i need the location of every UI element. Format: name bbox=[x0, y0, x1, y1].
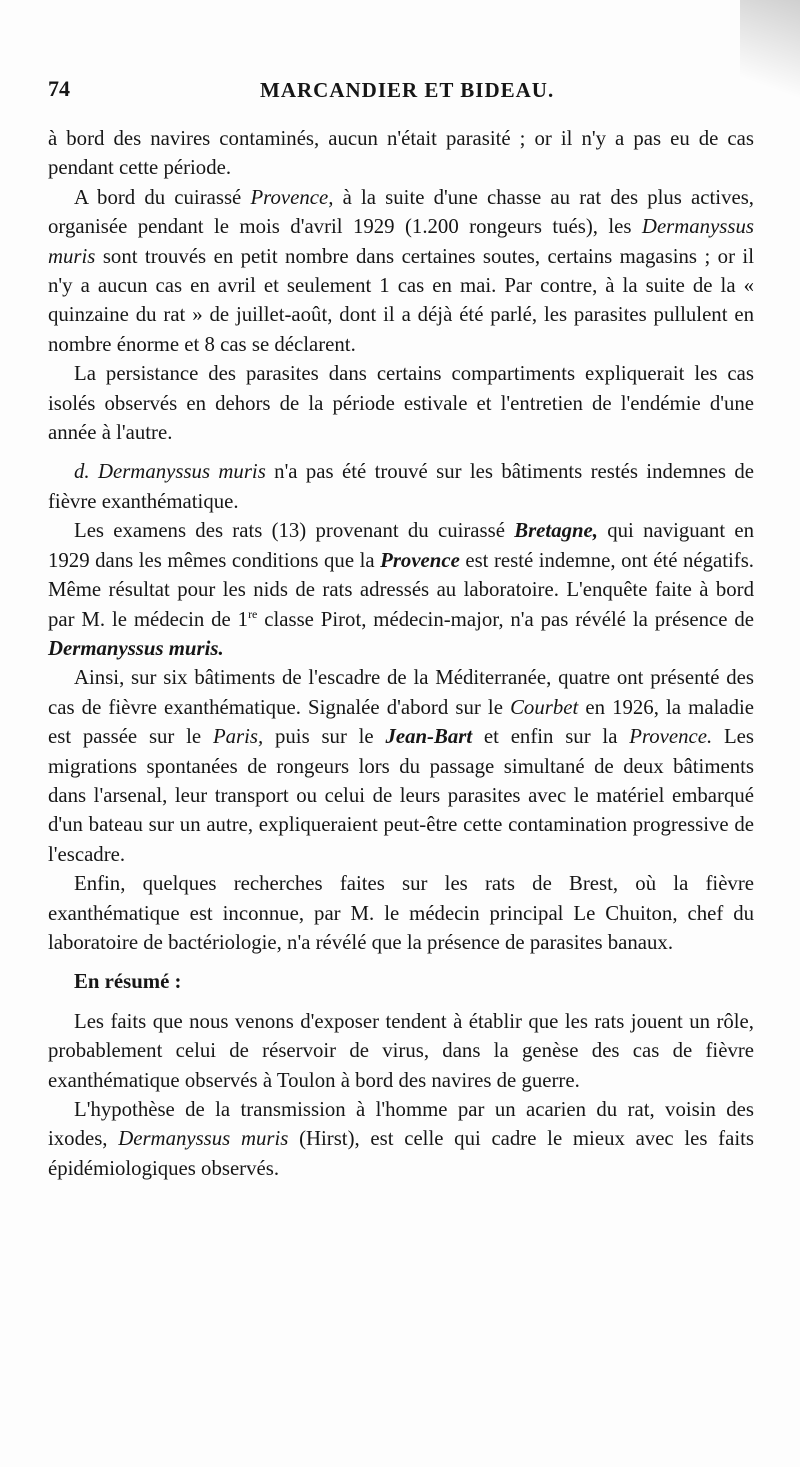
text-segment: sont trouvés en petit nombre dans certaines soutes, certains magasins ; or il n'y a aucun cas en avril et seulement 1 cas en mai. Par contre, à la suite de la « quinzaine du rat » de juillet-août, dont il a déjà été parlé, les parasites pullulent en nombre énorme et 8 cas se déclarent. bbox=[48, 244, 754, 356]
ship-name: Provence. bbox=[629, 725, 713, 749]
text-segment: Ainsi, sur six bâtiments de l'escadre de la Méditerranée, quatre ont présenté des cas de fièvre exanthématique. Signalée d'abord sur le bbox=[48, 666, 754, 719]
text-segment: A bord du cuirassé bbox=[74, 185, 251, 209]
species-name: Dermanyssus muris bbox=[118, 1127, 289, 1151]
text-segment: Les migrations spontanées de rongeurs lors du passage simultané de deux bâtiments dans l'arsenal, leur transport ou celui de leurs parasites avec le matériel embarqué d'un bateau sur un autre, expliqueraient peut-être cette contamination progressive de l'escadre. bbox=[48, 725, 754, 866]
body-text bbox=[48, 124, 754, 1183]
text-segment: Les examens des rats (13) provenant du cuirassé bbox=[74, 519, 515, 543]
superscript: re bbox=[248, 606, 258, 621]
text-segment: qui naviguant en 1929 dans les mêmes conditions que la bbox=[48, 519, 754, 572]
paragraph-summary-rats bbox=[48, 1007, 754, 1095]
text-segment: La persistance des parasites dans certains compartiments expliquerait les cas isolés observés en dehors de la période estivale et l'entretien de l'endémie d'une année à l'autre. bbox=[48, 362, 754, 445]
text-segment: puis sur le bbox=[263, 725, 386, 749]
text-segment: et enfin sur la bbox=[472, 725, 630, 749]
summary-heading bbox=[48, 967, 754, 996]
text-segment: à la suite d'une chasse au rat des plus actives, organisée pendant le mois d'avril 1929 (1.200 rongeurs tués), les bbox=[48, 185, 754, 239]
running-head bbox=[48, 76, 758, 106]
paragraph-section-d bbox=[48, 457, 754, 516]
ship-name: Provence bbox=[380, 548, 460, 572]
species-name: Dermanyssus muris. bbox=[48, 636, 224, 660]
text-segment: à bord des navires contaminés, aucun n'était parasité ; or il n'y a pas eu de cas pendant cette période. bbox=[48, 127, 754, 180]
running-title: MARCANDIER ET BIDEAU. bbox=[260, 78, 555, 102]
section-d-lead: d. Dermanyssus muris bbox=[74, 460, 266, 484]
text-segment: L'hypothèse de la transmission à l'homme par un acarien du rat, voisin des ixodes, bbox=[48, 1098, 754, 1151]
species-name: Dermanyssus muris bbox=[48, 215, 754, 268]
paragraph-provence-hunt bbox=[48, 183, 754, 359]
ship-name: Courbet bbox=[510, 695, 579, 719]
paragraph-brest bbox=[48, 869, 754, 957]
ship-name: Bretagne, bbox=[514, 519, 598, 543]
text-segment: Enfin, quelques recherches faites sur les rats de Brest, où la fièvre exanthématique est inconnue, par M. le médecin principal Le Chuiton, chef du laboratoire de bactériologie, n'a révélé que la présence de parasites banaux. bbox=[48, 872, 754, 954]
paragraph-persistence bbox=[48, 359, 754, 447]
page-number: 74 bbox=[48, 76, 70, 101]
paragraph-escadre bbox=[48, 663, 754, 869]
paragraph-continuation bbox=[48, 124, 754, 183]
text-segment: (Hirst), est celle qui cadre le mieux avec les faits épidémiologiques observés. bbox=[48, 1127, 754, 1180]
paragraph-bretagne bbox=[48, 516, 754, 663]
ship-name: Provence, bbox=[250, 185, 334, 209]
text-segment: Les faits que nous venons d'exposer tendent à établir que les rats jouent un rôle, probablement celui de réservoir de virus, dans la genèse des cas de fièvre exanthématique observés à Toulon à bord des navires de guerre. bbox=[48, 1009, 754, 1092]
ship-name: Jean-Bart bbox=[385, 725, 473, 749]
paragraph-hypothesis bbox=[48, 1095, 754, 1183]
ship-name: Paris, bbox=[212, 725, 264, 749]
text-segment: en 1926, la maladie est passée sur le bbox=[48, 695, 754, 749]
text-segment: En résumé : bbox=[74, 970, 182, 994]
text-segment: n'a pas été trouvé sur les bâtiments restés indemnes de fièvre exanthématique. bbox=[48, 460, 755, 513]
text-segment: est resté indemne, ont été négatifs. Même résultat pour les nids de rats adressés au laboratoire. L'enquête faite à bord par M. le médecin de 1 bbox=[48, 548, 755, 631]
text-segment: classe Pirot, médecin-major, n'a pas révélé la présence de bbox=[257, 607, 754, 631]
